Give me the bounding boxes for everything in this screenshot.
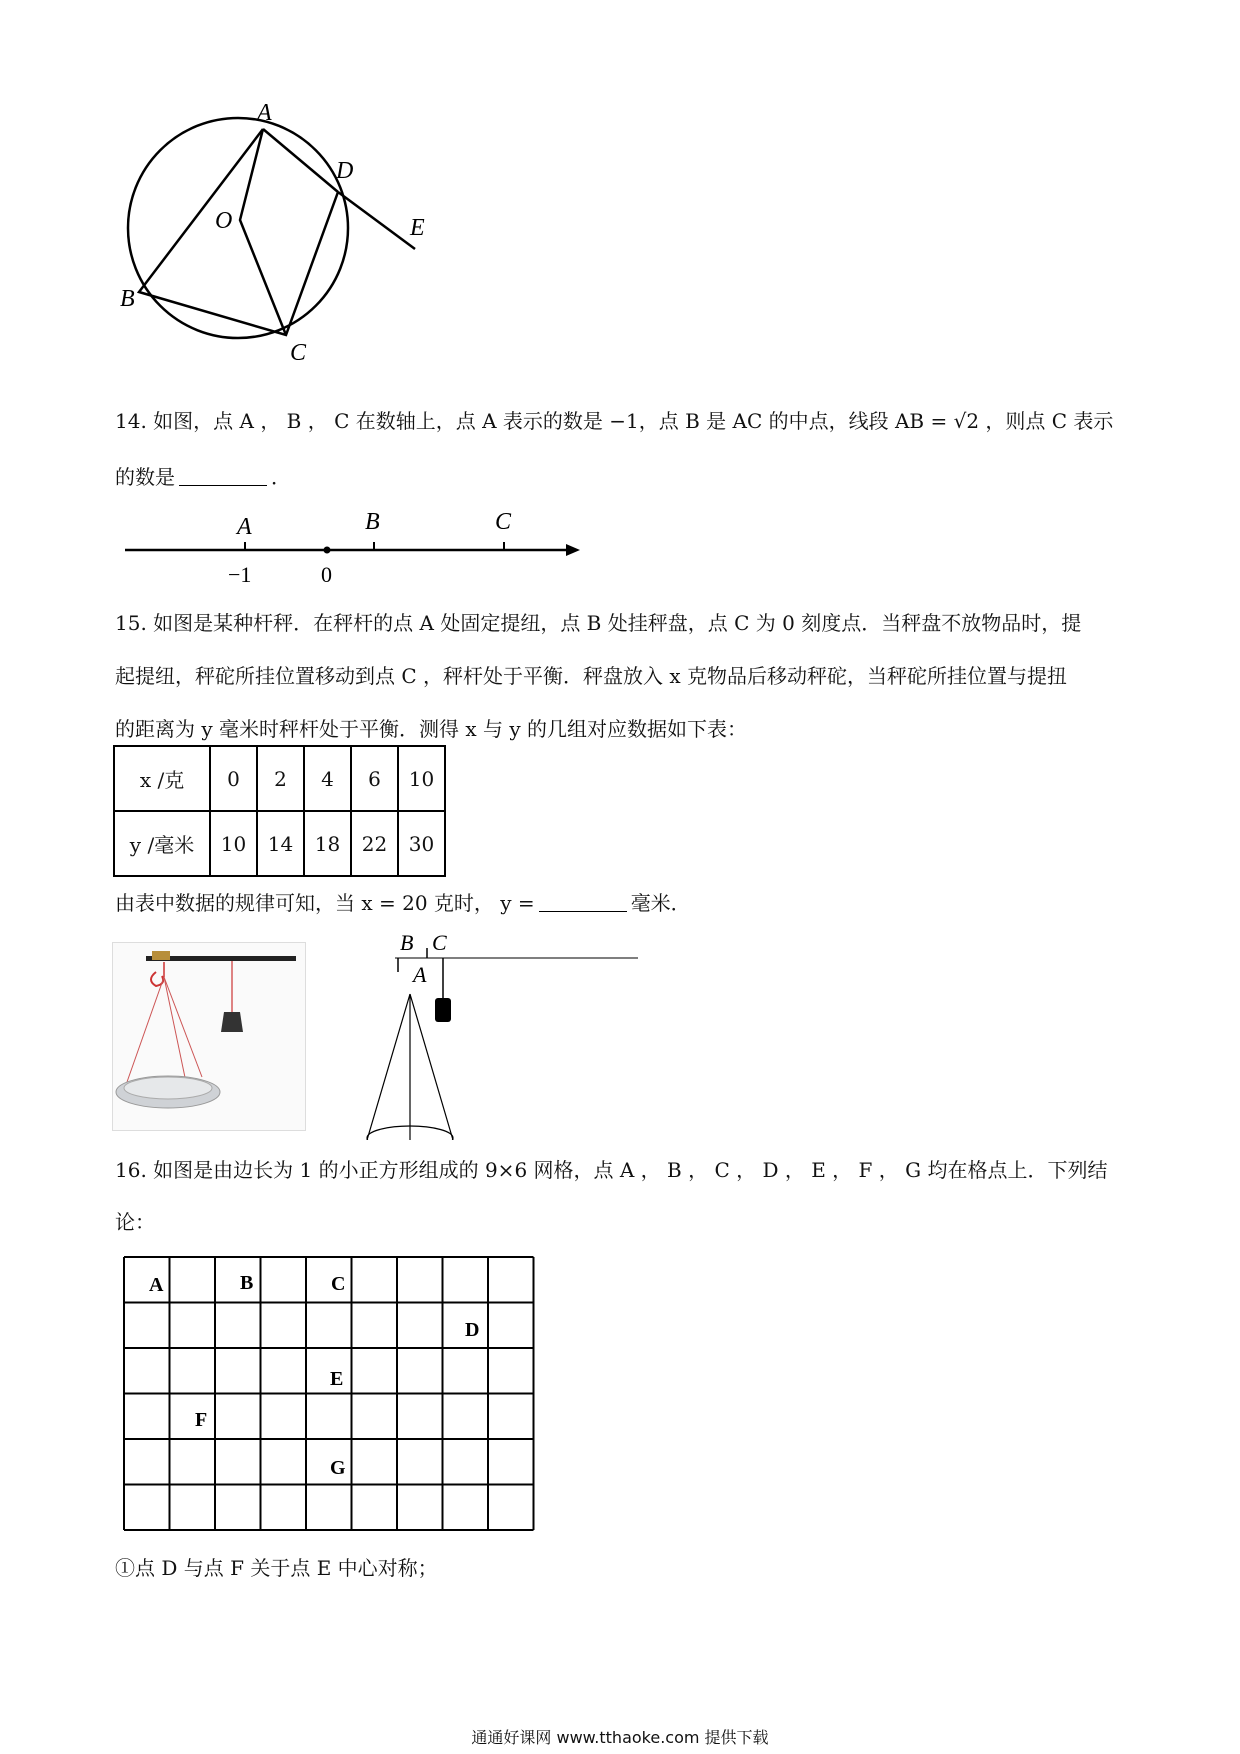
table-cell: 30 bbox=[398, 811, 445, 876]
steelyard-photo bbox=[112, 942, 307, 1132]
grid-label-b: B bbox=[240, 1272, 254, 1294]
grid-figure bbox=[120, 1253, 540, 1543]
nl-tick-minus1: −1 bbox=[228, 562, 252, 587]
answer-blank bbox=[179, 467, 267, 486]
table-cell: 0 bbox=[210, 746, 257, 811]
q15-line3: 的距离为 y 毫米时秤杆处于平衡．测得 x 与 y 的几组对应数据如下表： bbox=[115, 717, 748, 741]
table-cell: 14 bbox=[257, 811, 304, 876]
grid-label-c: C bbox=[331, 1273, 346, 1295]
q14-line2 bbox=[115, 464, 1125, 490]
q15-line1: 15. 如图是某种杆秤．在秤杆的点 A 处固定提纽，点 B 处挂秤盘，点 C 为 0 刻度点．当秤盘不放物品时，提 bbox=[115, 611, 1082, 635]
scale-label-a: A bbox=[413, 962, 427, 987]
nl-label-b: B bbox=[365, 509, 380, 535]
grid-label-f: F bbox=[195, 1409, 208, 1431]
data-table bbox=[113, 745, 446, 877]
table-cell: 10 bbox=[398, 746, 445, 811]
table-cell: 4 bbox=[304, 746, 351, 811]
table-cell: 10 bbox=[210, 811, 257, 876]
scale-label-c: C bbox=[432, 930, 447, 955]
table-cell: 6 bbox=[351, 746, 398, 811]
label-d: D bbox=[336, 158, 354, 184]
circle-figure bbox=[110, 95, 450, 375]
page-footer: 通通好课网 www.tthaoke.com 提供下载 bbox=[471, 1728, 769, 1747]
q14-line1: 14. 如图，点 A ， B ， C 在数轴上，点 A 表示的数是 −1，点 B 是 AC 的中点，线段 AB = √2 ，则点 C 表示 bbox=[115, 409, 1114, 433]
table-cell: 22 bbox=[351, 811, 398, 876]
number-line bbox=[120, 500, 590, 590]
nl-label-a: A bbox=[237, 514, 252, 540]
label-c: C bbox=[290, 340, 307, 366]
q14-line2-end: ． bbox=[271, 465, 291, 489]
q16-line2: 论： bbox=[115, 1210, 155, 1234]
q15-line2: 起提纽，秤砣所挂位置移动到点 C ，秤杆处于平衡．秤盘放入 x 克物品后移动秤砣，当秤砣所挂位置与提扭 bbox=[115, 664, 1068, 688]
q14-line2-text: 的数是 bbox=[115, 465, 175, 489]
scale-label-b: B bbox=[400, 930, 414, 955]
q15-answer-line bbox=[115, 890, 1125, 916]
table-row-x bbox=[114, 746, 445, 811]
label-a: A bbox=[257, 100, 272, 126]
label-e: E bbox=[410, 215, 425, 241]
answer-blank bbox=[539, 893, 627, 912]
grid-label-d: D bbox=[465, 1319, 480, 1341]
q15-answer-text: 由表中数据的规律可知，当 x = 20 克时， y = bbox=[115, 891, 535, 915]
table-header-y: y /毫米 bbox=[114, 811, 210, 876]
table-cell: 2 bbox=[257, 746, 304, 811]
q16-line1: 16. 如图是由边长为 1 的小正方形组成的 9×6 网格，点 A ， B ， C ， D ， E ， F ， G 均在格点上．下列结 bbox=[115, 1158, 1108, 1182]
table-cell: 18 bbox=[304, 811, 351, 876]
label-o: O bbox=[215, 208, 233, 234]
grid-label-g: G bbox=[330, 1457, 346, 1479]
nl-tick-0: 0 bbox=[321, 562, 332, 587]
q15-answer-unit: 毫米． bbox=[630, 891, 691, 915]
label-b: B bbox=[120, 286, 135, 312]
table-row-y bbox=[114, 811, 445, 876]
table-header-x: x /克 bbox=[114, 746, 210, 811]
steelyard-diagram bbox=[350, 930, 650, 1140]
nl-label-c: C bbox=[495, 509, 512, 535]
grid-label-a: A bbox=[149, 1274, 164, 1296]
grid-label-e: E bbox=[330, 1368, 344, 1390]
q16-statement-1: ①点 D 与点 F 关于点 E 中心对称； bbox=[115, 1556, 438, 1580]
